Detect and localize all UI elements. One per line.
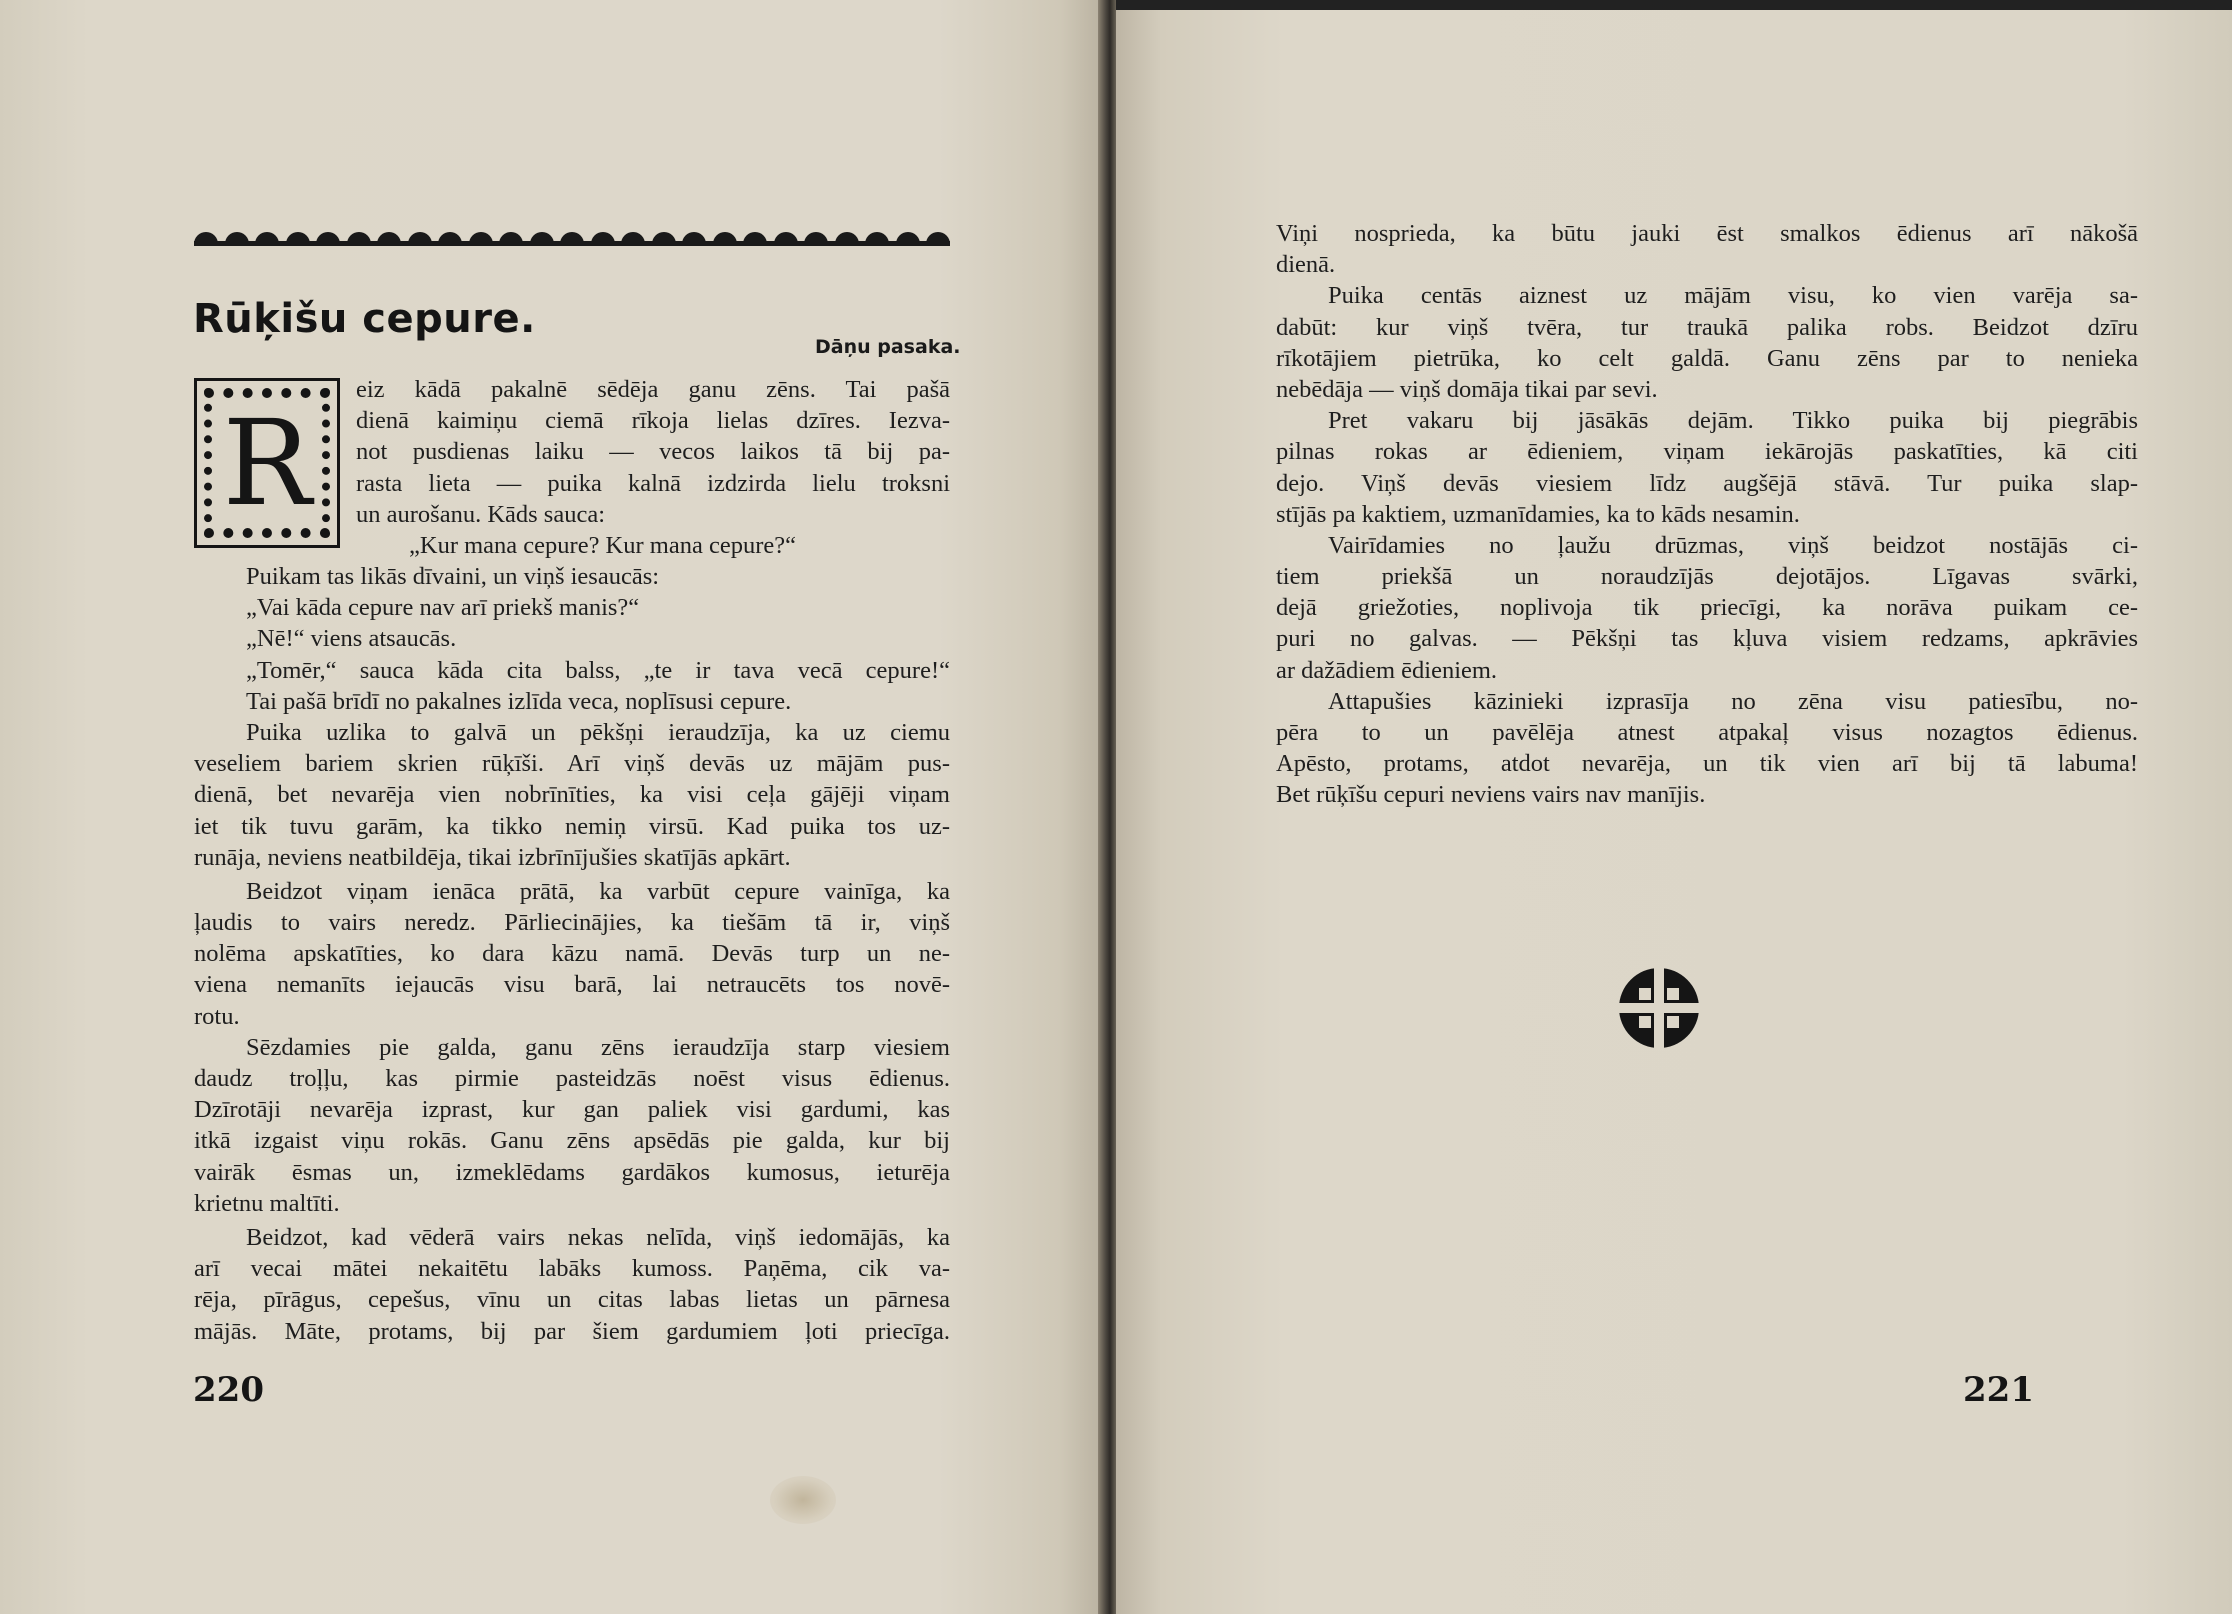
scallop-shape bbox=[408, 232, 432, 246]
text-line: dienā kaimiņu ciemā rīkoja lielas dzīres. Iezva- bbox=[356, 407, 950, 435]
scallop-shape bbox=[804, 232, 828, 246]
scallop-shape bbox=[835, 232, 859, 246]
text-line: „Vai kāda cepure nav arī priekš manis?“ bbox=[246, 594, 640, 622]
scallop-shape bbox=[469, 232, 493, 246]
scallop-shape bbox=[713, 232, 737, 246]
text-line: „Kur mana cepure? Kur mana cepure?“ bbox=[409, 532, 796, 559]
text-line: Beidzot viņam ienāca prātā, ka varbūt cepure vainīga, ka bbox=[246, 877, 950, 905]
text-line: pēra to un pavēlēja atnest atpakaļ visus nozagtos ēdienus. bbox=[1276, 719, 2138, 746]
scallop-shape bbox=[225, 232, 249, 246]
page-number-right: 221 bbox=[1963, 1370, 2034, 1410]
right-page bbox=[1116, 0, 2232, 1614]
text-line: pilnas rokas ar ēdieniem, viņam iekārojās paskatīties, kā citi bbox=[1276, 438, 2138, 466]
scallop-shape bbox=[621, 232, 645, 246]
text-line: Pret vakaru bij jāsākās dejām. Tikko puika bij piegrābis bbox=[1328, 407, 2138, 435]
text-line: rasta lieta — puika kalnā izdzirda lielu troksni bbox=[356, 469, 950, 497]
scallop-shape bbox=[591, 232, 615, 246]
text-line: rotu. bbox=[194, 1002, 240, 1030]
text-line: arī vecai mātei nekaitētu labāks kumoss. Paņēma, cik va- bbox=[194, 1255, 950, 1283]
scallop-shape bbox=[438, 232, 462, 246]
scallop-shape bbox=[316, 232, 340, 246]
scallop-shape bbox=[896, 232, 920, 246]
text-line: un aurošanu. Kāds sauca: bbox=[356, 500, 606, 528]
text-line: viena nemanīts iejaucās visu barā, lai netraucēts tos novē- bbox=[194, 971, 950, 999]
scalloped-rule-ornament bbox=[194, 224, 950, 246]
scallop-shape bbox=[255, 232, 279, 246]
text-line: Vairīdamies no ļaužu drūzmas, viņš beidzot nostājās ci- bbox=[1328, 531, 2138, 559]
scallop-shape bbox=[286, 232, 310, 246]
text-line: eiz kādā pakalnē sēdēja ganu zēns. Tai pašā bbox=[356, 376, 950, 403]
scallop-shape bbox=[347, 232, 371, 246]
text-line: rīkotājiem pietrūka, ko celt galdā. Ganu zēns par to nenieka bbox=[1276, 344, 2138, 372]
right-body-text bbox=[1276, 218, 2138, 811]
text-line: Dzīrotāji nevarēja izprast, kur gan paliek visi gardumi, kas bbox=[194, 1096, 950, 1124]
text-line: Puika uzlika to galvā un pēkšņi ieraudzīja, ka uz ciemu bbox=[246, 718, 950, 746]
paper-stain bbox=[770, 1476, 836, 1524]
text-line: ar dažādiem ēdieniem. bbox=[1276, 656, 1498, 684]
text-line: not pusdienas laiku — vecos laikos tā bij pa- bbox=[356, 438, 950, 466]
scallop-shape bbox=[530, 232, 554, 246]
scallop-shape bbox=[743, 232, 767, 246]
text-line: „Nē!“ viens atsaucās. bbox=[246, 625, 457, 653]
page-number-left: 220 bbox=[193, 1370, 264, 1410]
text-line: Tai pašā brīdī no pakalnes izlīda veca, noplīsusi cepure. bbox=[246, 687, 792, 715]
left-page bbox=[0, 0, 1104, 1614]
text-line: nolēma apskatīties, ko dara kāzu namā. Devās turp un ne- bbox=[194, 940, 950, 968]
text-line: dienā. bbox=[1276, 251, 1336, 279]
scallop-shape bbox=[560, 232, 584, 246]
text-line: daudz troļļu, kas pirmie pasteidzās noēst visus ēdienus. bbox=[194, 1065, 950, 1092]
text-line: itkā izgaist viņu rokās. Ganu zēns apsēdās pie galda, kur bij bbox=[194, 1127, 950, 1155]
scallop-shape bbox=[194, 232, 218, 246]
text-line: krietnu maltīti. bbox=[194, 1189, 340, 1217]
left-body-text bbox=[194, 561, 950, 1347]
text-line: Puikam tas likās dīvaini, un viņš iesaucās: bbox=[246, 563, 660, 590]
text-line: Viņi nosprieda, ka būtu jauki ēst smalkos ēdienus arī nākošā bbox=[1276, 220, 2138, 247]
text-line: iet tik tuvu garām, ka tikko nemiņ virsū. Kad puika tos uz- bbox=[194, 812, 950, 840]
text-line: stījās pa kaktiem, uzmanīdamies, ka to kāds nesamin. bbox=[1276, 500, 1800, 528]
text-line: Attapušies kāzinieki izprasīja no zēna visu patiesību, no- bbox=[1328, 687, 2138, 715]
drop-cap-letter: R bbox=[222, 394, 312, 532]
story-title: Rūķišu cepure. bbox=[193, 296, 536, 342]
text-line: nebēdāja — viņš domāja tikai par sevi. bbox=[1276, 375, 1658, 403]
text-line: ļaudis to vairs neredz. Pārliecinājies, ka tiešām tā ir, viņš bbox=[194, 909, 950, 937]
text-line: puri no galvas. — Pēkšņi tas kļuva visiem redzams, apkrāvies bbox=[1276, 625, 2138, 653]
opening-paragraph bbox=[356, 374, 950, 530]
scallop-shape bbox=[652, 232, 676, 246]
scallop-shape bbox=[499, 232, 523, 246]
text-line: dejo. Viņš devās viesiem līdz augšējā stāvā. Tur puika slap- bbox=[1276, 469, 2138, 497]
scallop-shape bbox=[774, 232, 798, 246]
text-line: Puika centās aiznest uz mājām visu, ko vien varēja sa- bbox=[1328, 282, 2138, 310]
text-line: Bet rūķīšu cepuri neviens vairs nav manījis. bbox=[1276, 781, 1706, 809]
book-gutter bbox=[1098, 0, 1118, 1614]
text-line: Sēzdamies pie galda, ganu zēns ieraudzīja starp viesiem bbox=[246, 1033, 950, 1061]
text-line: dienā, bet nevarēja vien nobrīnīties, ka visi ceļa gājēji viņam bbox=[194, 781, 950, 809]
text-line: „Tomēr,“ sauca kāda cita balss, „te ir tava vecā cepure!“ bbox=[246, 656, 950, 684]
scallop-shape bbox=[865, 232, 889, 246]
text-line: rēja, pīrāgus, cepešus, vīnu un citas labas lietas un pārnesa bbox=[194, 1286, 950, 1314]
text-line: vairāk ēsmas un, izmeklēdams gardākos kumosus, ieturēja bbox=[194, 1158, 950, 1186]
scallop-shape bbox=[377, 232, 401, 246]
scallop-shape bbox=[682, 232, 706, 246]
quote-line bbox=[409, 530, 950, 561]
text-line: dejā griežoties, noplivoja tik priecīgi, ka norāva puikam ce- bbox=[1276, 594, 2138, 622]
text-line: mājās. Māte, protams, bij par šiem gardumiem ļoti priecīga. bbox=[194, 1317, 950, 1345]
drop-cap bbox=[194, 378, 340, 548]
text-line: runāja, neviens neatbildēja, tikai izbrīnījušies skatījās apkārt. bbox=[194, 843, 791, 871]
text-line: Beidzot, kad vēderā vairs nekas nelīda, viņš iedomājās, ka bbox=[246, 1223, 950, 1251]
text-line: dabūt: kur viņš tvēra, tur traukā palika robs. Beidzot dzīru bbox=[1276, 313, 2138, 341]
text-line: Apēsto, protams, atdot nevarēja, un tik vien arī bij tā labuma! bbox=[1276, 750, 2138, 778]
end-ornament-icon bbox=[1617, 966, 1701, 1050]
text-line: veseliem bariem skrien rūķīši. Arī viņš devās uz mājām pus- bbox=[194, 750, 950, 778]
text-line: tiem priekšā un noraudzījās dejotājos. Līgavas svārki, bbox=[1276, 563, 2138, 591]
story-subtitle: Dāņu pasaka. bbox=[815, 336, 961, 358]
scallop-shape bbox=[926, 232, 950, 246]
